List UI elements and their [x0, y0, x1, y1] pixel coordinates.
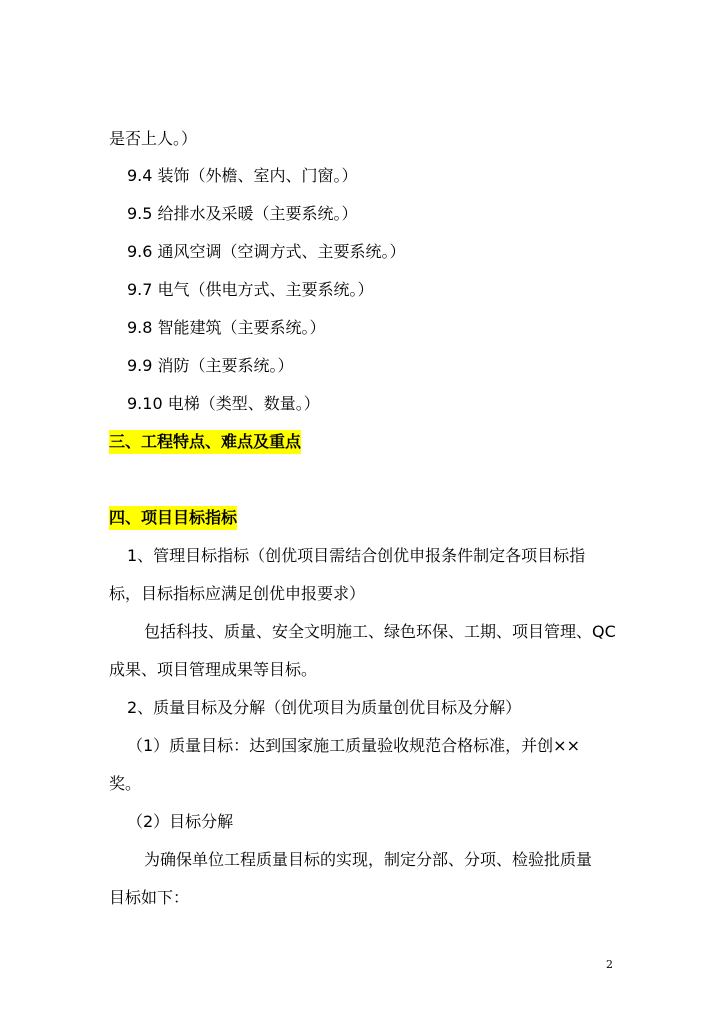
text-line-9-5: 9.5 给排水及采暖（主要系统。）	[127, 204, 358, 223]
item-1-line-1: 1、管理目标指标（创优项目需结合创优申报条件制定各项目标指	[127, 546, 586, 565]
text-line-9-6: 9.6 通风空调（空调方式、主要系统。）	[127, 242, 406, 261]
item-1-detail-line-2: 成果、项目管理成果等目标。	[109, 660, 318, 679]
text-line-9-7: 9.7 电气（供电方式、主要系统。）	[127, 280, 374, 299]
section-3-heading: 三、工程特点、难点及重点	[109, 430, 301, 454]
text-line-9-10: 9.10 电梯（类型、数量。）	[127, 394, 320, 413]
item-2: 2、质量目标及分解（创优项目为质量创优目标及分解）	[127, 698, 522, 717]
item-1-detail-line-1: 包括科技、质量、安全文明施工、绿色环保、工期、项目管理、QC	[144, 622, 616, 641]
item-1-line-2: 标，目标指标应满足创优申报要求）	[109, 584, 366, 603]
item-2-1-line-2: 奖。	[109, 774, 142, 793]
item-2-2: （2）目标分解	[127, 812, 234, 831]
item-2-1-line-1: （1）质量目标：达到国家施工质量验收规范合格标准，并创××	[127, 736, 580, 755]
item-2-2-detail-line-2: 目标如下：	[109, 888, 190, 907]
text-line-9-4: 9.4 装饰（外檐、室内、门窗。）	[127, 166, 358, 185]
item-2-2-detail-line-1: 为确保单位工程质量目标的实现，制定分部、分项、检验批质量	[144, 850, 593, 869]
section-4-heading: 四、项目目标指标	[109, 506, 237, 530]
text-line-roof-note: 是否上人。）	[109, 129, 198, 148]
page-number: 2	[606, 958, 613, 971]
text-line-9-9: 9.9 消防（主要系统。）	[127, 356, 294, 375]
text-line-9-8: 9.8 智能建筑（主要系统。）	[127, 318, 326, 337]
